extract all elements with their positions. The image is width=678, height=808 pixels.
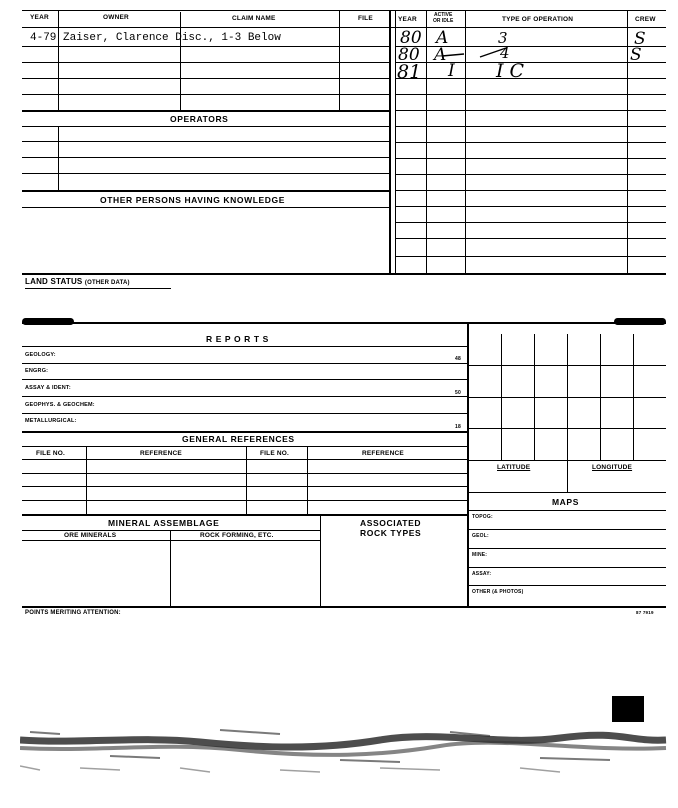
form-number: 87 7919 xyxy=(636,610,654,615)
activity-status-1: A xyxy=(436,28,449,48)
activity-year-1: 80 xyxy=(400,28,422,48)
activity-type-2: 4 xyxy=(500,44,510,62)
activity-crew-1: S xyxy=(634,29,646,49)
land-status-label xyxy=(25,277,130,286)
engrg-label: ENGRG: xyxy=(25,368,49,374)
activity-status-3: I xyxy=(448,61,455,81)
header-year2: YEAR xyxy=(398,16,417,23)
land-status-title: LAND STATUS xyxy=(25,277,83,286)
header-owner: OWNER xyxy=(103,14,129,21)
num-48: 48 xyxy=(455,356,461,362)
handwritten-stroke xyxy=(440,44,510,60)
other-persons-heading: OTHER PERSONS HAVING KNOWLEDGE xyxy=(100,195,286,205)
reports-heading: R E P O R T S xyxy=(206,334,269,344)
reference-label-2: REFERENCE xyxy=(362,450,404,457)
header-file: FILE xyxy=(358,15,373,22)
geology-label: GEOLOGY: xyxy=(25,352,56,358)
activity-type-1: 3 xyxy=(498,29,508,47)
file-no-label-2: FILE NO. xyxy=(260,450,290,457)
reference-label: REFERENCE xyxy=(140,450,182,457)
general-references-heading: GENERAL REFERENCES xyxy=(182,434,295,444)
associated-label: ASSOCIATED xyxy=(360,518,422,528)
activity-crew-2: S xyxy=(630,45,642,65)
other-photos-label: OTHER (& PHOTOS) xyxy=(472,589,524,595)
header-type-of-operation: TYPE OF OPERATION xyxy=(502,16,574,23)
geol-label: GEOL: xyxy=(472,533,489,539)
num-50: 50 xyxy=(455,390,461,396)
header-year: YEAR xyxy=(30,14,49,21)
operators-heading: OPERATORS xyxy=(170,114,229,124)
file-no-label: FILE NO. xyxy=(36,450,66,457)
longitude-label: LONGITUDE xyxy=(592,464,633,471)
rock-forming-label: ROCK FORMING, ETC. xyxy=(200,532,274,539)
points-meriting-label: POINTS MERITING ATTENTION: xyxy=(25,610,121,616)
activity-status-2: A xyxy=(434,45,447,65)
geophys-label: GEOPHYS. & GEOCHEM: xyxy=(25,402,95,408)
assay-map-label: ASSAY: xyxy=(472,571,492,577)
land-status-sub: (OTHER DATA) xyxy=(84,280,130,286)
latitude-label: LATITUDE xyxy=(497,464,531,471)
header-or-idle: OR IDLE xyxy=(433,18,454,24)
header-claim-name: CLAIM NAME xyxy=(232,15,276,22)
maps-heading: MAPS xyxy=(552,497,579,507)
header-active: ACTIVE xyxy=(434,12,453,18)
activity-year-2: 80 xyxy=(398,45,420,65)
rock-types-label: ROCK TYPES xyxy=(360,528,422,538)
header-crew: CREW xyxy=(635,16,656,23)
assay-label: ASSAY & IDENT: xyxy=(25,385,71,391)
scan-black-box xyxy=(612,696,644,722)
num-18: 18 xyxy=(455,424,461,430)
scan-noise-band xyxy=(20,722,668,782)
activity-type-3: I C xyxy=(496,60,525,82)
mine-label: MINE: xyxy=(472,552,488,558)
metallurgical-label: METALLURGICAL: xyxy=(25,418,77,424)
ore-minerals-label: ORE MINERALS xyxy=(64,532,117,539)
mineral-assemblage-heading: MINERAL ASSEMBLAGE xyxy=(108,518,220,528)
activity-year-3: 81 xyxy=(397,61,422,83)
claim-entry: 4-79 Zaiser, Clarence Disc., 1-3 Below xyxy=(30,32,281,44)
topog-label: TOPOG: xyxy=(472,514,493,520)
